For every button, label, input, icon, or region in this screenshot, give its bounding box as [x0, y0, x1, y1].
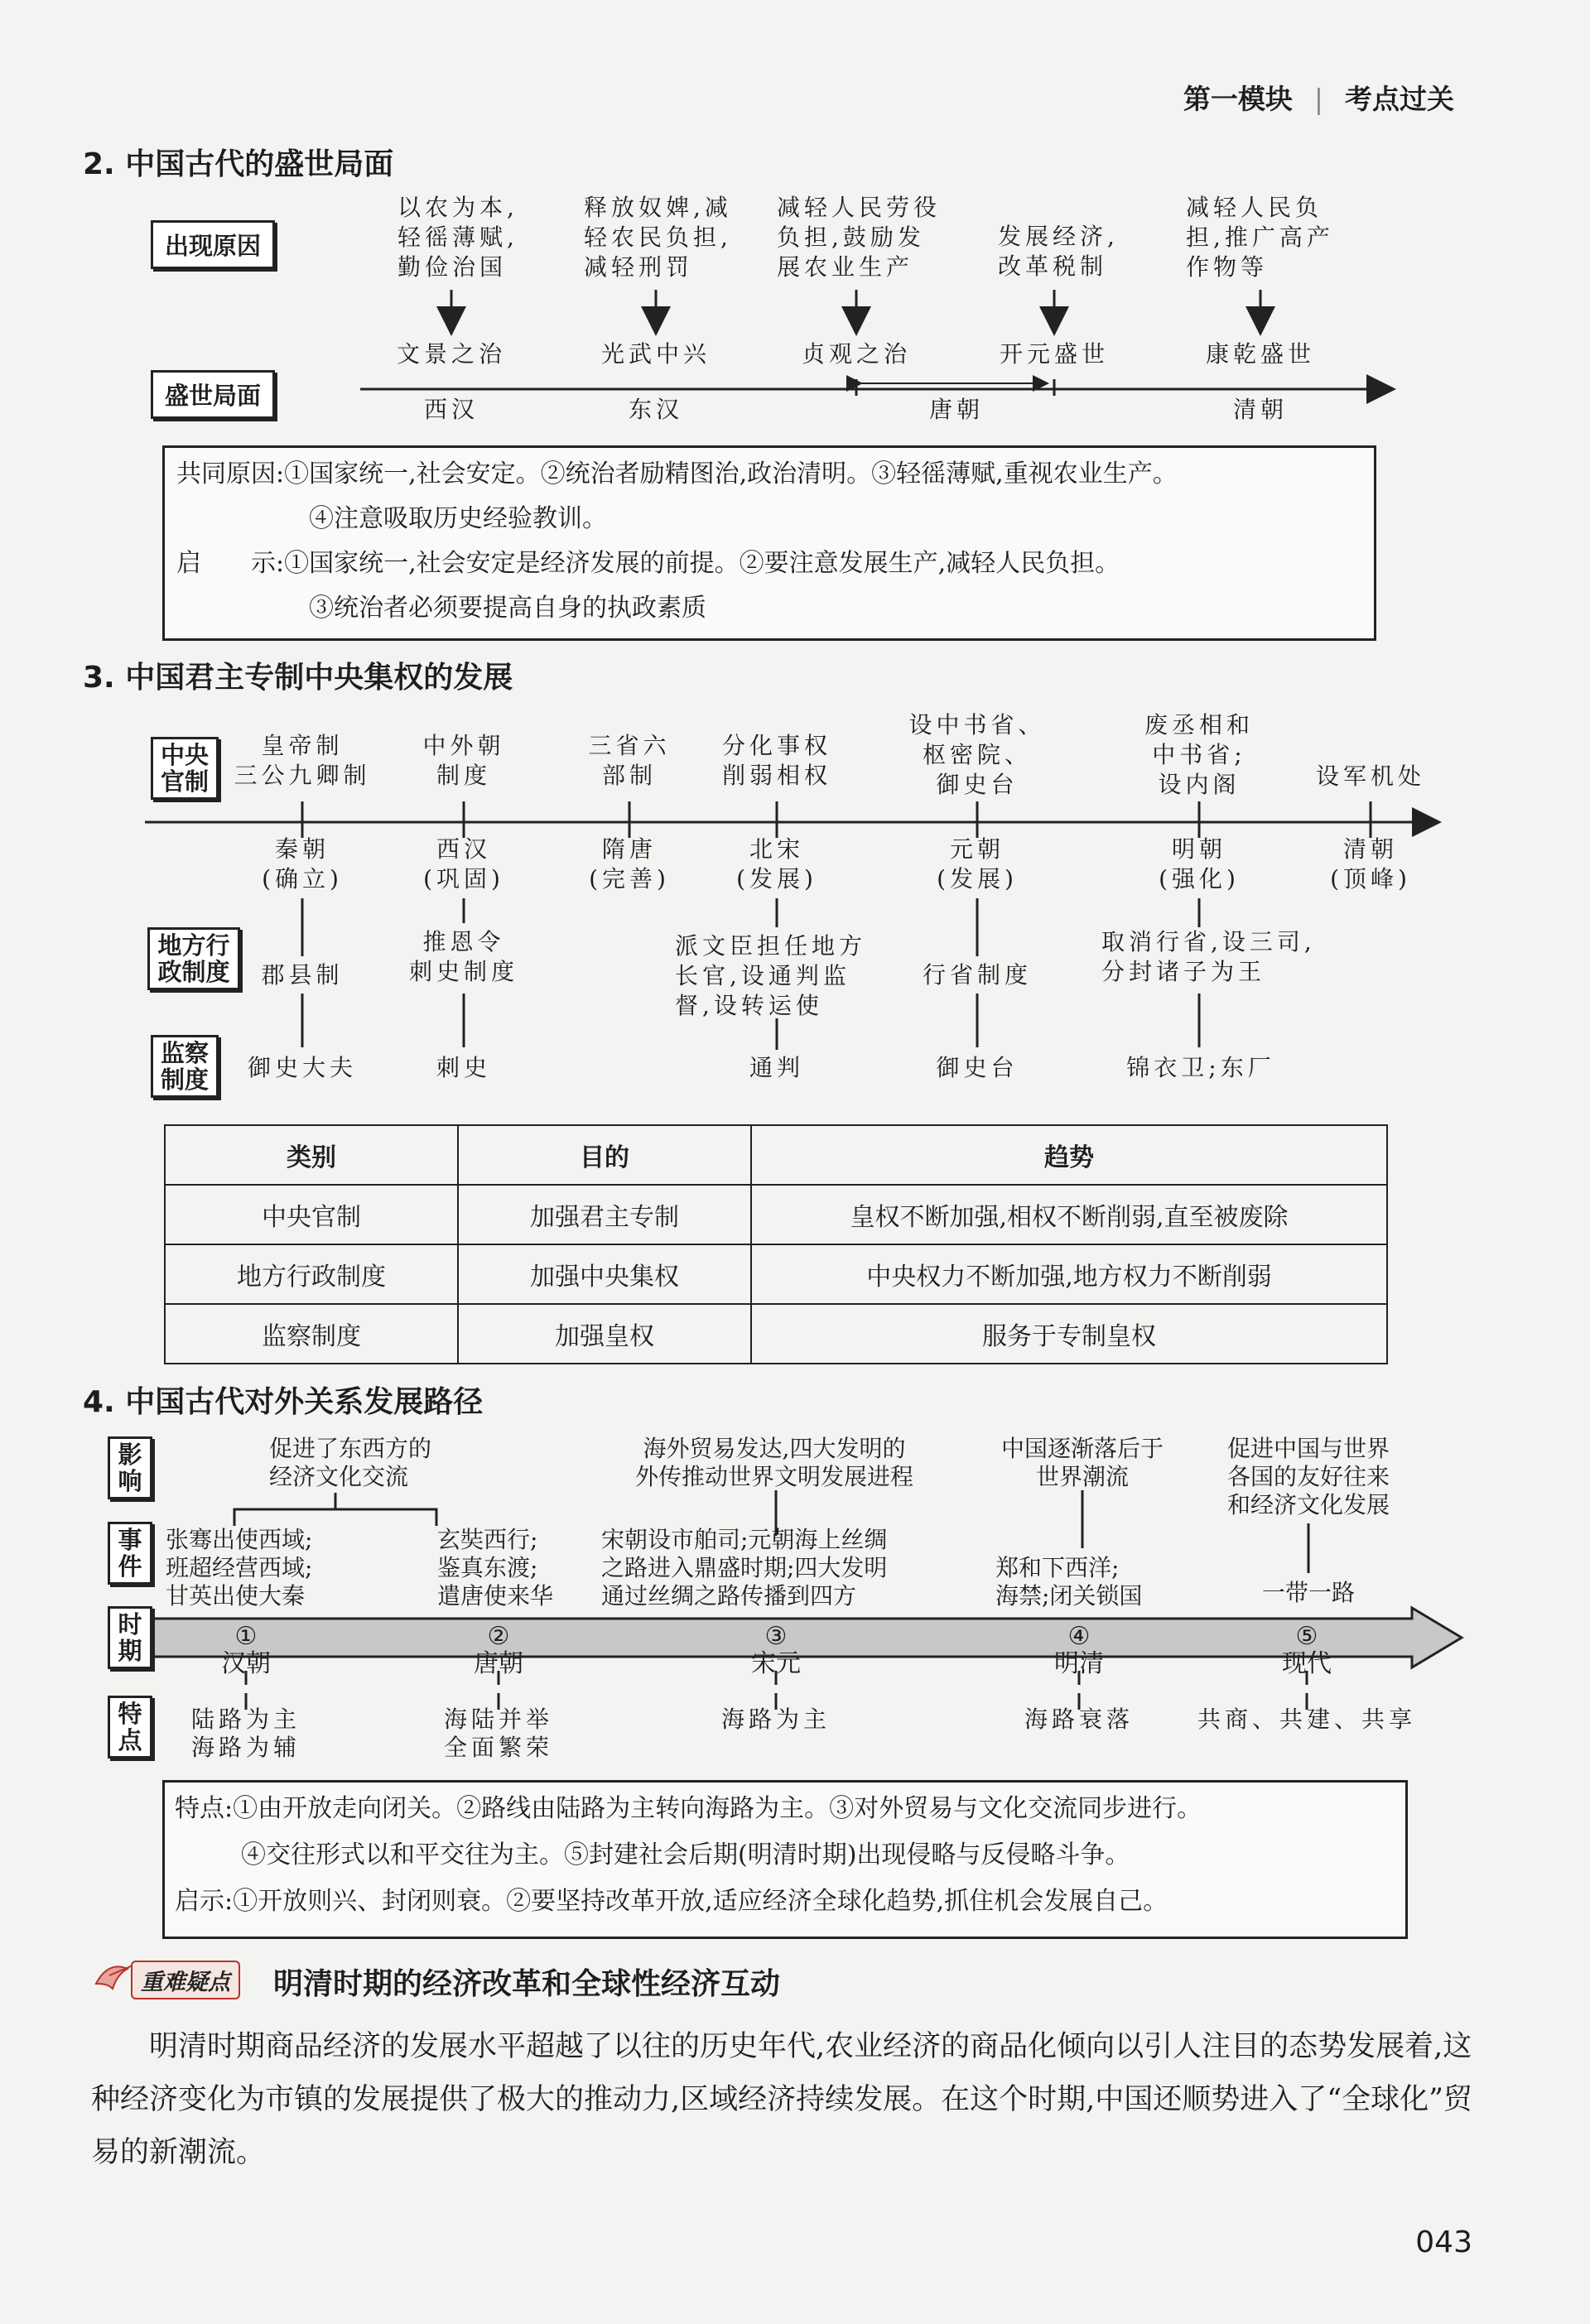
s3-dynasty-4-name: 北宋: [749, 835, 804, 863]
s3-label-central: 中央官制: [151, 737, 219, 800]
s3-central-5: [903, 710, 1052, 800]
s3-central-4-l2: 削弱相权: [721, 762, 831, 789]
table-cell: 中央权力不断加强,地方权力不断削弱: [751, 1244, 1387, 1304]
module-label: 第一模块: [1183, 83, 1293, 115]
s3-central-5-l2: 枢密院、: [922, 741, 1032, 768]
s3-dynasty-5-stage: (发展): [937, 865, 1018, 893]
s2-cause-1-line-2: 轻徭薄赋,: [398, 224, 518, 251]
table-header-cell: 目的: [458, 1125, 751, 1185]
s2-cause-4-line-2: 改革税制: [998, 253, 1108, 280]
s3-dynasty-1-name: 秦朝: [274, 835, 330, 863]
s2-cause-3-line-2: 负担,鼓励发: [777, 224, 925, 251]
s3-central-2-l1: 中外朝: [422, 732, 505, 759]
s3-central-6-l2: 中书省;: [1152, 741, 1246, 768]
s4-influence-4-l3: 和经济文化发展: [1227, 1491, 1390, 1518]
s3-central-3-l1: 三省六: [588, 732, 671, 759]
s4-num-2: ②: [487, 1622, 510, 1651]
s3-local-3-l3: 督,设转运使: [675, 992, 823, 1019]
s4-period-4: 明清: [1054, 1649, 1104, 1678]
s3-central-7: 设军机处: [1315, 763, 1425, 790]
table-header-cell: 类别: [165, 1125, 458, 1185]
s5-badge: [91, 1959, 257, 1995]
s3-local-5-l2: 分封诸子为王: [1101, 958, 1266, 985]
table-cell: 皇权不断加强,相权不断削弱,直至被废除: [751, 1185, 1387, 1244]
s4-feature-5: 共商、共建、共享: [1197, 1706, 1416, 1733]
s3-super-3: 通判: [749, 1054, 804, 1081]
table-cell: 监察制度: [165, 1304, 458, 1364]
s3-dynasty-6-name: 明朝: [1171, 835, 1226, 863]
s2-cause-2-line-2: 轻农民负担,: [584, 224, 732, 251]
s3-central-1-l1: 皇帝制: [261, 732, 344, 759]
s3-central-4-l1: 分化事权: [721, 732, 831, 759]
s2-cause-2: [584, 193, 732, 282]
s2-dynasty-1: 西汉: [423, 396, 479, 423]
s3-central-2-l2: 制度: [436, 762, 491, 789]
s4-num-4: ④: [1067, 1622, 1091, 1651]
s4-event-3-l3: 通过丝绸之路传播到四方: [601, 1582, 857, 1609]
s2-cause-5-line-1: 减轻人民负: [1186, 194, 1323, 221]
s4-num-5: ⑤: [1295, 1622, 1318, 1651]
s2-scene-3: 贞观之治: [801, 340, 911, 368]
s3-dynasty-4: [711, 835, 843, 894]
s3-dynasty-2-name: 西汉: [436, 835, 491, 863]
s2-box-line-3: 启 示:①国家统一,社会安定是经济发展的前提。②要注意发展生产,减轻人民负担。: [176, 549, 1120, 578]
s4-feature-1-l1: 陆路为主: [190, 1706, 301, 1733]
s4-event-1-l3: 甘英出使大秦: [166, 1582, 306, 1609]
s4-influence-4-l2: 各国的友好往来: [1227, 1463, 1390, 1490]
table-row: [165, 1244, 1387, 1304]
s4-event-2-l2: 鉴真东渡;: [437, 1554, 538, 1581]
s4-influence-3-l1: 中国逐渐落后于: [1000, 1435, 1164, 1462]
s4-influence-2: [609, 1435, 940, 1491]
s2-cause-2-line-3: 减轻刑罚: [584, 253, 694, 281]
s3-dynasty-3-name: 隋唐: [601, 835, 657, 863]
s2-label-cause: 出现原因: [151, 220, 275, 269]
table-cell: 加强皇权: [458, 1304, 751, 1364]
s4-period-1: 汉朝: [221, 1649, 271, 1678]
s4-feature-2-l1: 海陆并举: [443, 1706, 553, 1733]
s3-central-2: [398, 731, 530, 791]
s3-dynasty-2-stage: (巩固): [423, 865, 504, 893]
s4-label-events: 事件: [108, 1522, 152, 1585]
s3-local-2-l2: 刺史制度: [408, 958, 518, 985]
s3-super-5: 锦衣卫;东厂: [1126, 1054, 1275, 1081]
s4-influence-3-l2: 世界潮流: [1035, 1463, 1129, 1490]
s4-feature-4: 海路衰落: [1024, 1706, 1134, 1733]
s3-dynasty-7: [1304, 835, 1437, 894]
s4-influence-1-l1: 促进了东西方的: [269, 1435, 432, 1462]
s3-local-2: [389, 927, 538, 987]
s4-influence-3: [983, 1435, 1182, 1491]
s4-influence-4-l1: 促进中国与世界: [1227, 1435, 1390, 1462]
s2-box-line-4: ③统治者必须要提高自身的执政素质: [309, 594, 706, 623]
s2-cause-1-line-3: 勤俭治国: [398, 253, 508, 281]
s4-event-2-l1: 玄奘西行;: [437, 1526, 538, 1553]
s2-cause-5: [1186, 193, 1334, 282]
s4-box-line-1: 特点:①由开放走向闭关。②路线由陆路为主转向海路为主。③对外贸易与文化交流同步进行。: [175, 1794, 1202, 1823]
section-label: 考点过关: [1345, 83, 1454, 115]
s3-dynasty-6: [1133, 835, 1265, 894]
s4-event-2: [437, 1526, 553, 1610]
s4-title: 4. 中国古代对外关系发展路径: [83, 1385, 484, 1419]
s4-num-1: ①: [234, 1622, 258, 1651]
s5-title: 明清时期的经济改革和全球性经济互动: [273, 1967, 781, 2001]
s4-label-features: 特点: [108, 1696, 152, 1759]
s2-cause-4: [998, 222, 1119, 281]
s2-cause-1-line-1: 以农为本,: [398, 194, 518, 221]
s2-cause-3-line-1: 减轻人民劳役: [777, 194, 942, 221]
s4-influence-1-l2: 经济文化交流: [269, 1463, 409, 1490]
s3-label-supervision: 监察制度: [151, 1035, 219, 1098]
s3-dynasty-6-stage: (强化): [1159, 865, 1240, 893]
s3-central-3-l2: 部制: [601, 762, 657, 789]
s2-dynasty-2: 东汉: [628, 396, 683, 423]
s2-cause-5-line-2: 担,推广高产: [1186, 224, 1334, 251]
s3-super-2: 刺史: [436, 1054, 491, 1081]
s3-central-3: [563, 731, 696, 791]
s3-local-5-l1: 取消行省,设三司,: [1101, 928, 1316, 955]
s4-feature-3: 海路为主: [720, 1706, 831, 1733]
s3-dynasty-1: [236, 835, 369, 894]
table-row: [165, 1304, 1387, 1364]
s4-event-5: 一带一路: [1261, 1579, 1355, 1606]
s2-dynasty-3: 唐朝: [928, 396, 984, 423]
s2-scene-2: 光武中兴: [600, 340, 711, 368]
s2-scene-4: 开元盛世: [999, 340, 1109, 368]
s3-central-5-l3: 御史台: [936, 771, 1019, 798]
s3-local-3-l2: 长官,设通判监: [675, 962, 850, 989]
s2-box-line-1: 共同原因:①国家统一,社会安定。②统治者励精图治,政治清明。③轻徭薄赋,重视农业生产。: [176, 460, 1178, 488]
s3-summary-table: [164, 1124, 1388, 1364]
s3-dynasty-5: [911, 835, 1043, 894]
s3-local-3-l1: 派文臣担任地方: [675, 932, 867, 960]
s3-central-1-l2: 三公九卿制: [234, 762, 371, 789]
s3-dynasty-4-stage: (发展): [736, 865, 817, 893]
s4-event-3-l2: 之路进入鼎盛时期;四大发明: [601, 1554, 888, 1581]
s3-super-4: 御史台: [936, 1054, 1019, 1081]
table-cell: 服务于专制皇权: [751, 1304, 1387, 1364]
s4-summary-box: [162, 1780, 1408, 1939]
s4-event-4-l1: 郑和下西洋;: [995, 1554, 1120, 1581]
s4-event-1-l2: 班超经营西域;: [166, 1554, 313, 1581]
s2-dynasty-4: 清朝: [1232, 396, 1288, 423]
table-header-cell: 趋势: [751, 1125, 1387, 1185]
s4-label-influence: 影响: [108, 1436, 152, 1499]
s2-cause-4-line-1: 发展经济,: [998, 223, 1119, 250]
s4-period-3: 宋元: [751, 1649, 801, 1678]
s2-cause-1: [398, 193, 518, 282]
table-cell: 加强君主专制: [458, 1185, 751, 1244]
table-row: [165, 1185, 1387, 1244]
header-divider: |: [1313, 83, 1323, 115]
table-cell: 加强中央集权: [458, 1244, 751, 1304]
s3-dynasty-3-stage: (完善): [589, 865, 670, 893]
s5-paragraph: 明清时期商品经济的发展水平超越了以往的历史年代,农业经济的商品化倾向以引人注目的态势发展着,这种经济变化为市镇的发展提供了极大的推动力,区域经济持续发展。在这个时期,中国还顺势进入了“全球化”贸易的新潮流。: [91, 2030, 1473, 2169]
s3-dynasty-1-stage: (确立): [262, 865, 343, 893]
table-cell: 中央官制: [165, 1185, 458, 1244]
s4-feature-2-l2: 全面繁荣: [443, 1734, 553, 1761]
s2-scene-5: 康乾盛世: [1205, 340, 1315, 368]
table-header-row: [165, 1125, 1387, 1185]
s3-dynasty-7-name: 清朝: [1342, 835, 1398, 863]
s2-cause-2-line-1: 释放奴婢,减: [584, 194, 732, 221]
s4-influence-1: [269, 1435, 431, 1491]
s4-event-3: [601, 1526, 887, 1610]
s2-cause-3-line-3: 展农业生产: [777, 253, 914, 281]
s3-central-6-l1: 废丞相和: [1144, 711, 1254, 739]
s2-label-scene: 盛世局面: [151, 370, 275, 419]
s3-central-5-l1: 设中书省、: [908, 711, 1046, 739]
s3-dynasty-2: [398, 835, 530, 894]
s4-event-4: [995, 1554, 1142, 1610]
page-number: 043: [1415, 2225, 1472, 2259]
s3-central-1: [219, 731, 385, 791]
s3-dynasty-3: [563, 835, 696, 894]
s2-cause-3: [777, 193, 941, 282]
s2-title: 2. 中国古代的盛世局面: [83, 147, 394, 181]
s3-central-4: [702, 731, 851, 791]
s3-local-2-l1: 推恩令: [422, 928, 505, 955]
s3-local-3: [675, 931, 866, 1021]
s4-box-line-2: ④交往形式以和平交往为主。⑤封建社会后期(明清时期)出现侵略与反侵略斗争。: [241, 1840, 1130, 1869]
s4-influence-2-l2: 外传推动世界文明发展进程: [634, 1463, 913, 1490]
s3-local-1: 郡县制: [261, 961, 344, 989]
s3-local-5: [1101, 927, 1316, 987]
table-cell: 地方行政制度: [165, 1244, 458, 1304]
s4-event-4-l2: 海禁;闭关锁国: [995, 1582, 1143, 1609]
s4-feature-1-l2: 海路为辅: [190, 1734, 301, 1761]
s2-box-line-2: ④注意吸取历史经验教训。: [309, 504, 607, 533]
s2-summary-box: [162, 445, 1376, 641]
s3-super-1: 御史大夫: [247, 1054, 357, 1081]
s5-badge-label: 重难疑点: [131, 1961, 240, 1999]
s2-scene-1: 文景之治: [396, 340, 506, 368]
s3-title: 3. 中国君主专制中央集权的发展: [83, 661, 513, 695]
s4-event-3-l1: 宋朝设市舶司;元朝海上丝绸: [601, 1526, 888, 1553]
s4-feature-2: [432, 1706, 565, 1762]
s4-period-5: 现代: [1282, 1649, 1332, 1678]
s4-influence-2-l1: 海外贸易发达,四大发明的: [643, 1435, 906, 1462]
s3-local-4: 行省制度: [922, 961, 1032, 989]
s4-event-1: [166, 1526, 312, 1610]
s3-central-6-l3: 设内阁: [1158, 771, 1241, 798]
s4-box-line-3: 启示:①开放则兴、封闭则衰。②要坚持改革开放,适应经济全球化趋势,抓住机会发展自己。: [175, 1887, 1168, 1916]
s4-period-2: 唐朝: [474, 1649, 523, 1678]
s3-central-6: [1125, 710, 1274, 800]
s4-event-2-l3: 遣唐使来华: [437, 1582, 554, 1609]
s4-num-3: ③: [764, 1622, 788, 1651]
s2-cause-5-line-3: 作物等: [1186, 253, 1269, 281]
s3-dynasty-7-stage: (顶峰): [1330, 865, 1411, 893]
s4-influence-4: [1227, 1435, 1390, 1519]
s4-event-1-l1: 张骞出使西域;: [166, 1526, 313, 1553]
s3-dynasty-5-name: 元朝: [949, 835, 1005, 863]
s4-feature-1: [180, 1706, 312, 1762]
s3-label-local: 地方行政制度: [147, 927, 240, 990]
s4-label-period: 时期: [108, 1606, 152, 1669]
